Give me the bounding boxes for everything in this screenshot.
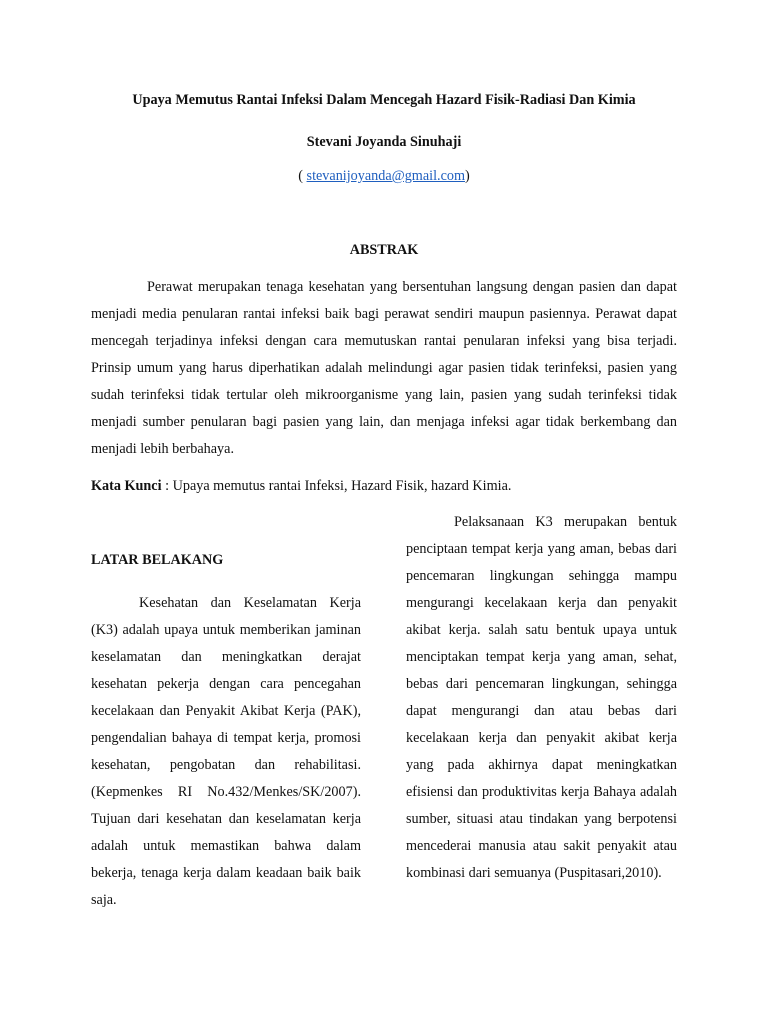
section-heading-background: LATAR BELAKANG: [91, 552, 224, 568]
author-name: Stevani Joyanda Sinuhaji: [306, 134, 462, 150]
keywords-label: Kata Kunci: [91, 478, 162, 494]
right-column-paragraph: Pelaksanaan K3 merupakan bentuk penciptaan tempat kerja yang aman, bebas dari pencemaran lingkungan sehingga mampu mengurangi kecelakaan kerja dan penyakit akibat kerja. salah satu bentuk upaya untuk menciptakan tempat kerja yang aman, sehat, bebas dari pencemaran lingkungan, sehingga dapat mengurangi dan atau bebas dari kecelakaan kerja dan penyakit akibat kerja yang pada akhirnya dapat meningkatkan efisiensi dan produktivitas kerja Bahaya adalah sumber, situasi atau tindakan yang berpotensi mencederai manusia atau sakit penyakit atau kombinasi dari semuanya (Puspitasari,2010).: [406, 514, 677, 881]
author-email-link[interactable]: stevanijoyanda@gmail.com: [306, 168, 465, 184]
background-paragraph: Kesehatan dan Keselamatan Kerja (K3) adalah upaya untuk memberikan jaminan keselamatan dan meningkatkan derajat kesehatan pekerja dengan cara pencegahan kecelakaan dan Penyakit Akibat Kerja (PAK), pengendalian bahaya di tempat kerja, promosi kesehatan, pengobatan dan rehabilitasi. (Kepmenkes RI No.432/Menkes/SK/2007). Tujuan dari kesehatan dan keselamatan kerja adalah untuk memastikan bahwa dalam bekerja, tenaga kerja dalam keadaan baik baik saja.: [91, 595, 361, 908]
abstract-heading: ABSTRAK: [349, 242, 419, 258]
abstract-text: Perawat merupakan tenaga kesehatan yang bersentuhan langsung dengan pasien dan dapat menjadi media penularan rantai infeksi baik bagi perawat sendiri maupun pasiennya. Perawat dapat mencegah terjadinya infeksi dengan cara memutuskan rantai penularan infeksi yang bisa terjadi. Prinsip umum yang harus diperhatikan adalah melindungi agar pasien tidak terinfeksi, pasien yang sudah terinfeksi tidak tertular oleh mikroorganisme yang lain, pasien yang sudah terinfeksi tidak menjadi sumber penularan bagi pasien yang lain, dan menjaga infeksi agar tidak berkembang dan menjadi lebih berbahaya.: [91, 279, 677, 457]
email-close-paren: ): [465, 168, 470, 184]
author-email-line: [0, 168, 768, 185]
paper-title: Upaya Memutus Rantai Infeksi Dalam Mencegah Hazard Fisik-Radiasi Dan Kimia: [132, 92, 636, 108]
email-open-paren: (: [298, 168, 307, 184]
keywords-line: [91, 476, 677, 496]
keywords-text: : Upaya memutus rantai Infeksi, Hazard Fisik, hazard Kimia.: [161, 478, 512, 494]
right-column: [406, 509, 677, 887]
left-column: [91, 550, 361, 914]
